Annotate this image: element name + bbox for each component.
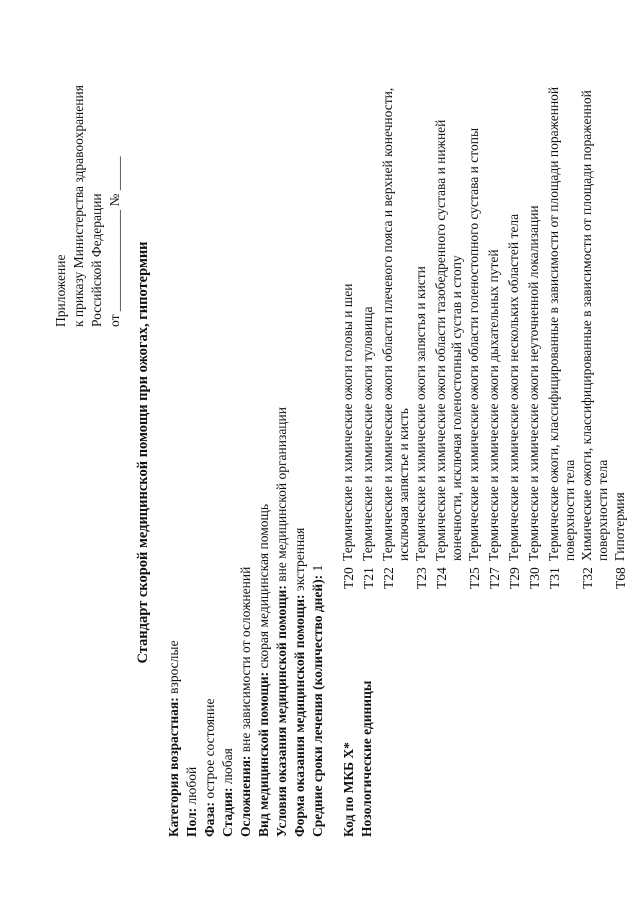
param-age-category	[165, 407, 183, 837]
icd-code: T25	[467, 567, 482, 589]
icd-code: T21	[361, 567, 376, 589]
param-sex	[183, 407, 201, 837]
list-item	[433, 51, 464, 589]
icd-description: Термические и химические ожоги дыхательных путей	[486, 249, 501, 561]
icd-code: T29	[507, 567, 522, 589]
icd-description: Термические и химические ожоги запястья и кисти	[413, 266, 428, 561]
icd-description: Термические и химические ожоги неуточненной локализации	[526, 205, 541, 561]
list-item	[526, 51, 544, 589]
appendix-header	[52, 85, 124, 327]
param-label: Пол:	[184, 807, 199, 837]
param-label: Вид медицинской помощи:	[256, 671, 271, 837]
param-value: вне медицинской организации	[274, 407, 289, 586]
list-item	[612, 51, 630, 589]
icd-labels	[340, 681, 376, 837]
param-label: Условия оказания медицинской помощи:	[274, 585, 289, 837]
param-value: острое состояние	[202, 698, 217, 802]
list-item	[506, 51, 524, 589]
param-value: любой	[184, 766, 199, 808]
param-value: экстренная	[292, 527, 307, 595]
list-item	[546, 51, 577, 589]
icd-description: Термические и химические ожоги туловища	[360, 306, 375, 561]
icd-code: T23	[414, 567, 429, 589]
icd-description: Термические и химические ожоги области плечевого пояса и верхней конечности, исключая запястье и кисть	[380, 87, 411, 561]
param-value: взрослые	[166, 640, 181, 698]
standard-parameters	[165, 407, 327, 837]
icd-description: Термические и химические ожоги головы и шеи	[340, 283, 355, 561]
param-label: Осложнения:	[238, 755, 253, 837]
icd-code-label: Код по МКБ X*	[341, 742, 356, 837]
icd-description: Термические и химические ожоги области тазобедренного сустава и нижней конечности, исключая голеностопный сустав и стопу	[433, 119, 464, 561]
icd-code: T27	[487, 567, 502, 589]
param-care-type	[255, 407, 273, 837]
appendix-line-3: Российской Федерации	[89, 193, 104, 327]
icd-code: T68	[613, 567, 628, 589]
icd-code: T24	[434, 567, 449, 589]
appendix-line-2: к приказу Министерства здравоохранения	[71, 85, 86, 327]
appendix-line-4: от _______________ № _____	[107, 156, 122, 327]
list-item	[360, 51, 378, 589]
param-care-conditions	[273, 407, 291, 837]
param-label: Стадия:	[220, 787, 235, 837]
icd-code: T32	[580, 567, 595, 589]
param-label: Форма оказания медицинской помощи:	[292, 594, 307, 837]
list-item	[380, 51, 411, 589]
param-complications	[237, 407, 255, 837]
document-title: Стандарт скорой медицинской помощи при ожогах, гипотермии	[135, 241, 151, 664]
list-item	[340, 51, 358, 589]
list-item	[579, 51, 610, 589]
list-item	[486, 51, 504, 589]
appendix-line-1: Приложение	[53, 254, 68, 327]
param-care-form	[291, 407, 309, 837]
param-value: любая	[220, 748, 235, 788]
param-treatment-duration	[309, 407, 327, 837]
param-phase	[201, 407, 219, 837]
param-label: Средние сроки лечения (количество дней):	[310, 574, 325, 837]
param-value: вне зависимости от осложнений	[238, 566, 253, 756]
icd-code: T20	[341, 567, 356, 589]
icd-code: T22	[381, 567, 396, 589]
param-value: скорая медицинская помощь	[256, 503, 271, 672]
nosology-label: Нозологические единицы	[359, 680, 374, 837]
param-value: 1	[310, 564, 325, 575]
icd-description: Термические ожоги, классифицированные в зависимости от площади пораженной поверхности тела	[546, 86, 577, 561]
icd-description: Термические и химические ожоги области голеностопного сустава и стопы	[466, 127, 481, 561]
icd-description: Термические и химические ожоги нескольких областей тела	[506, 213, 521, 561]
list-item	[466, 51, 484, 589]
icd-description: Химические ожоги, классифицированные в зависимости от площади пораженной поверхности тела	[579, 90, 610, 561]
param-label: Категория возрастная:	[166, 697, 181, 837]
icd-code: T31	[547, 567, 562, 589]
list-item	[413, 51, 431, 589]
icd-code: T30	[527, 567, 542, 589]
icd-code-list	[340, 51, 630, 589]
param-label: Фаза:	[202, 801, 217, 837]
icd-description: Гипотермия	[612, 492, 627, 561]
param-stage	[219, 407, 237, 837]
